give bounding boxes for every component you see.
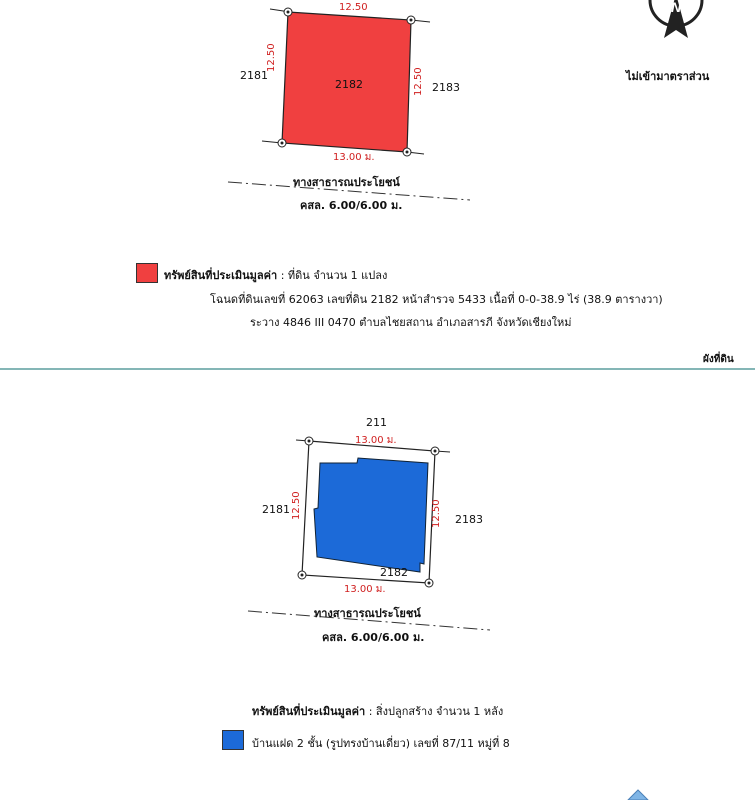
left-neighbor-label-bottom: 2181 [262,503,290,516]
map-marker-icon [628,790,648,800]
land-legend-line1 [164,266,387,284]
building-legend-value: : สิ่งปลูกสร้าง จำนวน 1 หลัง [365,705,504,718]
dim-bottom-label-bottom: 13.00 ม. [344,584,386,595]
dim-right-label-bottom: 12.50 [431,499,442,528]
road-width-label: คสล. 6.00/6.00 ม. [300,199,403,212]
land-legend-line2: โฉนดที่ดินเลขที่ 62063 เลขที่ดิน 2182 หน้าสำรวจ 5433 เนื้อที่ 0-0-38.9 ไร่ (38.9 ตารางวา) [210,293,663,306]
north-arrow-icon [650,0,702,38]
building-legend-line1 [252,702,503,720]
top-neighbor-label: 211 [366,416,387,429]
bottom-lot-label: 2182 [380,566,408,579]
lot-number-label: 2182 [335,78,363,91]
dim-left-label: 12.50 [266,43,277,72]
road-name-label: ทางสาธารณประโยชน์ [293,176,400,189]
land-legend-line3: ระวาง 4846 III 0470 ตำบลไชยสถาน อำเภอสารภี จังหวัดเชียงใหม่ [250,316,572,329]
land-legend-swatch [136,263,158,283]
svg-text:N: N [671,0,682,15]
land-legend-value: : ที่ดิน จำนวน 1 แปลง [277,269,388,282]
section-label: ผังที่ดิน [703,354,734,365]
building-footprint [314,458,428,572]
building-legend-title: ทรัพย์สินที่ประเมินมูลค่า [252,705,366,718]
land-legend-title: ทรัพย์สินที่ประเมินมูลค่า [164,269,278,282]
dim-top-label: 12.50 [339,2,368,13]
building-legend-swatch [222,730,244,750]
right-neighbor-label-bottom: 2183 [455,513,483,526]
dim-bottom-label: 13.00 ม. [333,152,375,163]
dim-top-label-bottom: 13.00 ม. [355,435,397,446]
building-legend-line2: บ้านแฝด 2 ชั้น (รูปทรงบ้านเดี่ยว) เลขที่ 87/11 หมู่ที่ 8 [252,737,510,750]
road-width-label-bottom: คสล. 6.00/6.00 ม. [322,631,425,644]
scale-note: ไม่เข้ามาตราส่วน [626,70,710,83]
left-neighbor-label: 2181 [240,69,268,82]
dim-left-label-bottom: 12.50 [291,491,302,520]
dim-right-label: 12.50 [413,67,424,96]
road-name-label-bottom: ทางสาธารณประโยชน์ [314,607,421,620]
right-neighbor-label: 2183 [432,81,460,94]
